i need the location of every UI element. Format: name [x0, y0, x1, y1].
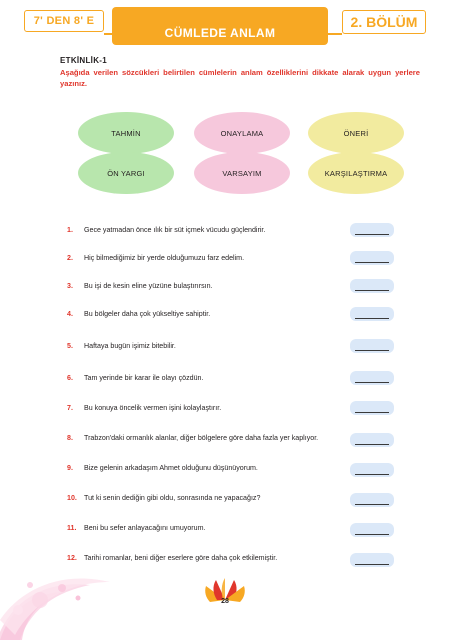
question-8 — [67, 432, 318, 444]
question-1 — [67, 224, 265, 236]
activity-title: ETKİNLİK-1 — [60, 56, 107, 65]
word-bubble-tahmin: TAHMİN — [78, 112, 174, 154]
question-text: Beni bu sefer anlayacağını umuyorum. — [84, 524, 206, 532]
word-bubble-varsayim: VARSAYIM — [194, 152, 290, 194]
word-bubble-on-yargi: ÖN YARGI — [78, 152, 174, 194]
question-text: Bu işi de kesin eline yüzüne bulaştırırsın. — [84, 282, 213, 290]
answer-blank-4[interactable] — [350, 307, 394, 321]
word-bubble-karsilastirma: KARŞILAŞTIRMA — [308, 152, 404, 194]
header-rule-left — [104, 33, 112, 35]
question-7 — [67, 402, 221, 414]
question-text: Bu bölgeler daha çok yükseltiye sahiptir. — [84, 310, 211, 318]
question-text: Tam yerinde bir karar ile olayı çözdün. — [84, 374, 204, 382]
question-3 — [67, 280, 213, 292]
question-number: 8. — [67, 434, 73, 442]
section-label: 2. BÖLÜM — [342, 10, 426, 34]
page-number: 28 — [221, 598, 229, 605]
header-rule-right — [328, 33, 342, 35]
question-text: Hiç bilmediğimiz bir yerde olduğumuzu farz edelim. — [84, 254, 245, 262]
question-number: 6. — [67, 374, 73, 382]
question-11 — [67, 522, 205, 534]
grade-range-label: 7' DEN 8' E — [24, 10, 104, 32]
unit-title: CÜMLEDE ANLAM — [112, 7, 328, 45]
decorative-swirl-graphic — [0, 540, 160, 640]
question-4 — [67, 308, 210, 320]
question-text: Tut ki senin dediğin gibi oldu, sonrasında ne yapacağız? — [84, 494, 261, 502]
question-number: 5. — [67, 342, 73, 350]
word-bubble-oneri: ÖNERİ — [308, 112, 404, 154]
answer-blank-8[interactable] — [350, 433, 394, 447]
question-number: 4. — [67, 310, 73, 318]
question-number: 11. — [67, 524, 77, 532]
answer-blank-11[interactable] — [350, 523, 394, 537]
answer-blank-7[interactable] — [350, 401, 394, 415]
question-10 — [67, 492, 260, 504]
question-text: Gece yatmadan önce ılık bir süt içmek vücudu güçlendirir. — [84, 226, 266, 234]
question-number: 3. — [67, 282, 73, 290]
question-9 — [67, 462, 258, 474]
question-2 — [67, 252, 244, 264]
word-bubble-onaylama: ONAYLAMA — [194, 112, 290, 154]
answer-blank-12[interactable] — [350, 553, 394, 567]
question-text: Haftaya bugün işimiz bitebilir. — [84, 342, 176, 350]
question-number: 12. — [67, 554, 77, 562]
question-number: 10. — [67, 494, 77, 502]
question-text: Bu konuya öncelik vermen işini kolaylaştırır. — [84, 404, 222, 412]
answer-blank-1[interactable] — [350, 223, 394, 237]
question-number: 9. — [67, 464, 73, 472]
answer-blank-9[interactable] — [350, 463, 394, 477]
answer-blank-10[interactable] — [350, 493, 394, 507]
question-5 — [67, 340, 176, 352]
question-text: Trabzon'daki ormanlık alanlar, diğer bölgelere göre daha fazla yer kaplıyor. — [84, 434, 319, 442]
question-text: Bize gelenin arkadaşım Ahmet olduğunu düşünüyorum. — [84, 464, 258, 472]
activity-instruction: Aşağıda verilen sözcükleri belirtilen cümlelerin anlam özelliklerini dikkate alarak uygun yerlere yazınız. — [60, 68, 420, 88]
question-text: Tarihi romanlar, beni diğer eserlere göre daha çok etkilemiştir. — [84, 554, 278, 562]
answer-blank-5[interactable] — [350, 339, 394, 353]
question-number: 1. — [67, 226, 73, 234]
question-number: 2. — [67, 254, 73, 262]
answer-blank-2[interactable] — [350, 251, 394, 265]
question-6 — [67, 372, 203, 384]
question-number: 7. — [67, 404, 73, 412]
answer-blank-3[interactable] — [350, 279, 394, 293]
answer-blank-6[interactable] — [350, 371, 394, 385]
